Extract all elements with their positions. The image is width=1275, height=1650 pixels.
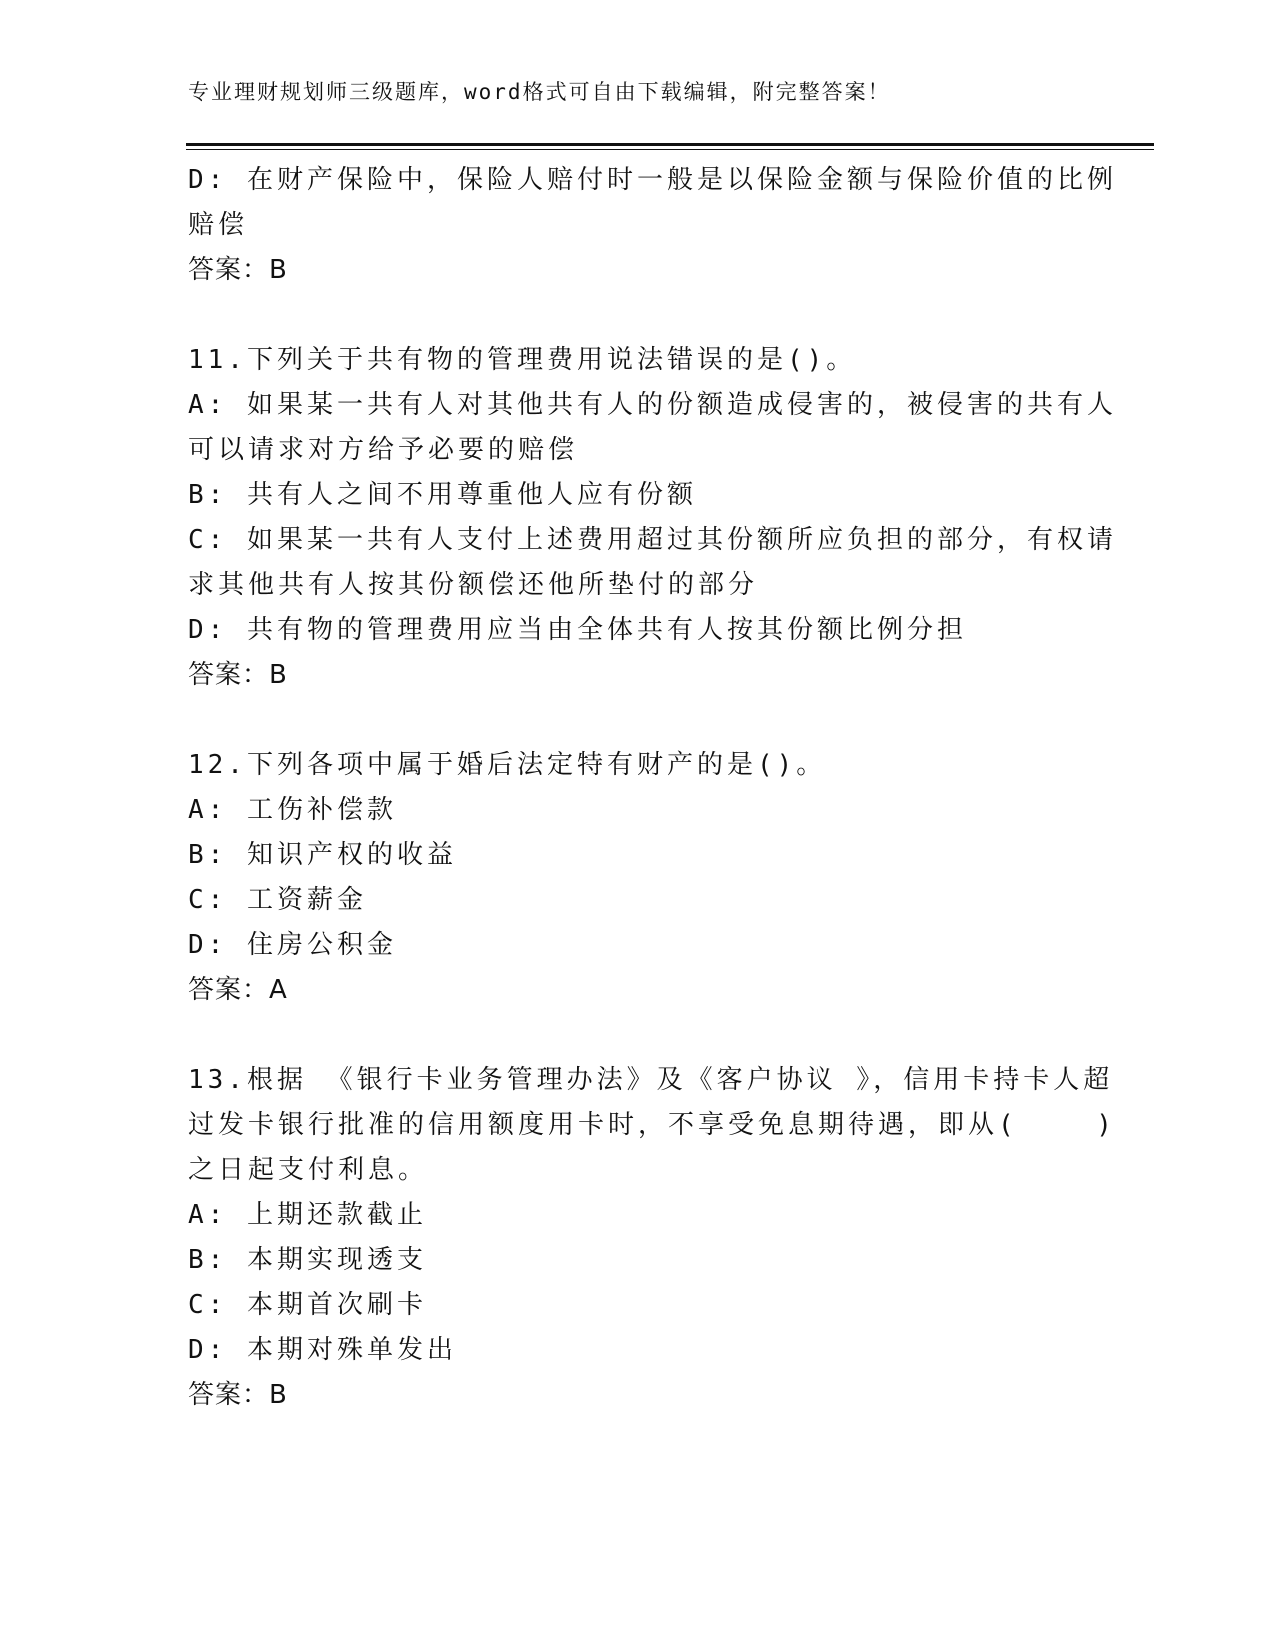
- q13-option-d: D: 本期对殊单发出: [188, 1335, 457, 1365]
- spacer: [188, 1013, 1088, 1058]
- q11-option-b: B: 共有人之间不用尊重他人应有份额: [188, 480, 697, 510]
- header-rule-thick: [186, 143, 1154, 146]
- q12-option-a: A: 工伤补偿款: [188, 795, 397, 825]
- spacer: [188, 293, 1088, 338]
- q11-option-d: D: 共有物的管理费用应当由全体共有人按其份额比例分担: [188, 615, 967, 645]
- q13-stem-line1: 13.根据 《银行卡业务管理办法》及《客户协议 》，信用卡持卡人超: [188, 1065, 1114, 1095]
- prev-answer: 答案：B: [188, 255, 288, 285]
- prev-option-d-line2: 赔偿: [188, 210, 249, 240]
- q11-option-a-line1: A: 如果某一共有人对其他共有人的份额造成侵害的，被侵害的共有人: [188, 390, 1117, 420]
- q12-option-b: B: 知识产权的收益: [188, 840, 457, 870]
- q11-option-c-line2: 求其他共有人按其份额偿还他所垫付的部分: [188, 570, 759, 600]
- q12-answer: 答案：A: [188, 975, 288, 1005]
- q13-answer: 答案：B: [188, 1380, 288, 1410]
- q13-option-a: A: 上期还款截止: [188, 1200, 427, 1230]
- q12-option-c: C: 工资薪金: [188, 885, 367, 915]
- prev-option-d-line1: D: 在财产保险中，保险人赔付时一般是以保险金额与保险价值的比例: [188, 165, 1117, 195]
- page-header: 专业理财规划师三级题库，word格式可自由下载编辑，附完整答案！: [188, 80, 891, 104]
- q11-stem: 11.下列关于共有物的管理费用说法错误的是()。: [188, 345, 857, 375]
- q12-option-d: D: 住房公积金: [188, 930, 397, 960]
- q11-option-c-line1: C: 如果某一共有人支付上述费用超过其份额所应负担的部分，有权请: [188, 525, 1117, 555]
- spacer: [188, 698, 1088, 743]
- q13-option-b: B: 本期实现透支: [188, 1245, 427, 1275]
- q11-answer: 答案：B: [188, 660, 288, 690]
- q11-option-a-line2: 可以请求对方给予必要的赔偿: [188, 435, 579, 465]
- q12-stem: 12.下列各项中属于婚后法定特有财产的是()。: [188, 750, 827, 780]
- question-content: [188, 158, 1117, 1418]
- q13-option-c: C: 本期首次刷卡: [188, 1290, 427, 1320]
- header-rule-thin: [186, 149, 1154, 150]
- q13-stem-line3: 之日起支付利息。: [188, 1155, 429, 1185]
- q13-stem-line2: 过发卡银行批准的信用额度用卡时，不享受免息期待遇，即从( ): [188, 1110, 1116, 1140]
